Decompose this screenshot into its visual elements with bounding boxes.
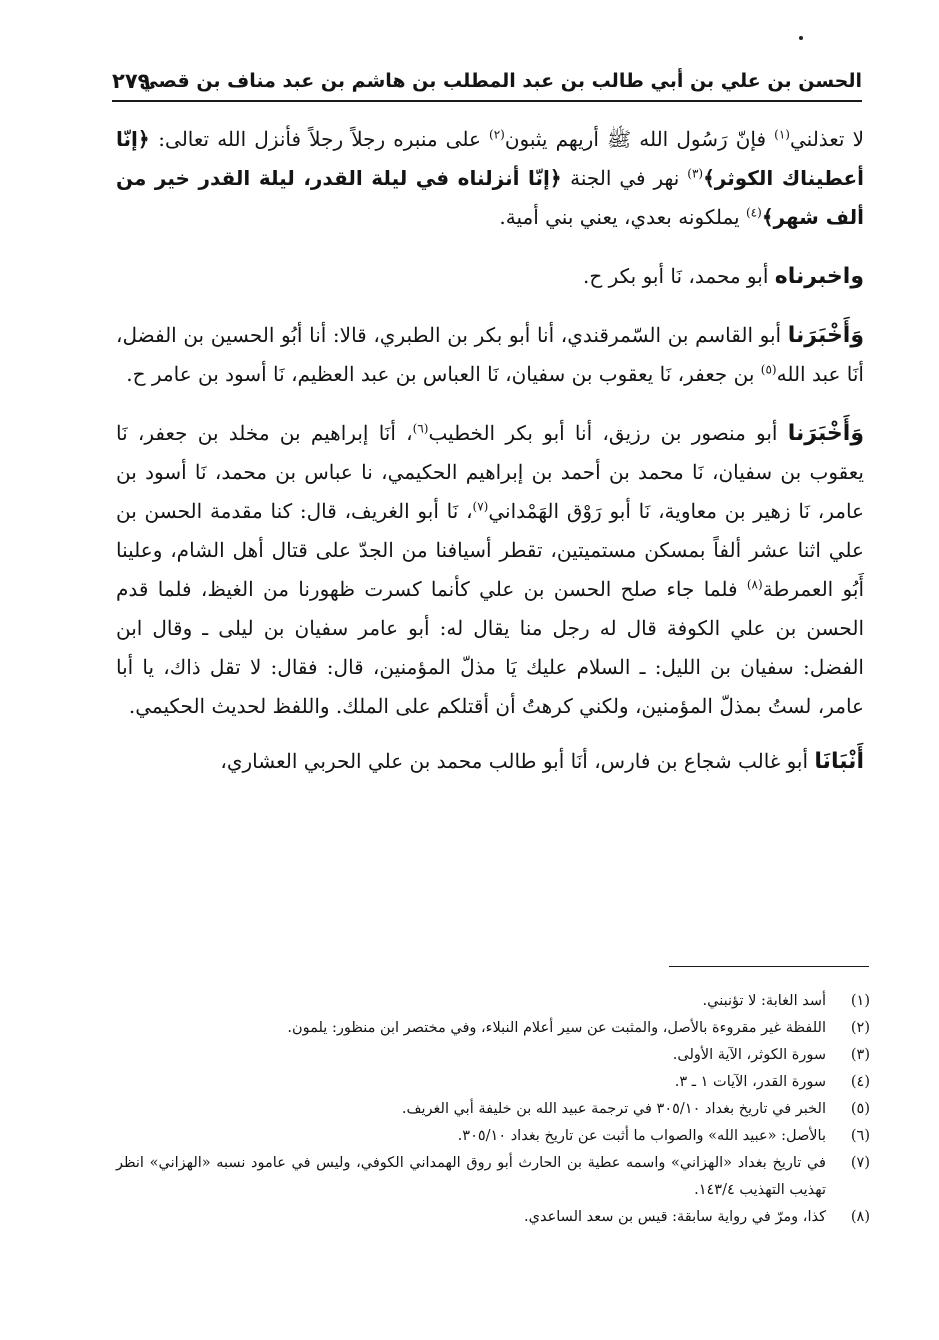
footnote-ref-7: (٧) [472, 499, 489, 514]
footnote-text: كذا، ومرّ في رواية سابقة: قيس بن سعد الساعدي. [524, 1209, 826, 1225]
footnote-number: (٥) [850, 1101, 870, 1117]
footnote-number: (٦) [850, 1128, 870, 1144]
footnote-text: في تاريخ بغداد «الهزاني» واسمه عطية بن الحارث أبو روق الهمداني الكوفي، وليس في عامود نسبه «الهزاني» انظر تهذيب التهذيب ١٤٣/٤. [116, 1155, 826, 1198]
footnote-text: سورة القدر، الآيات ١ ـ ٣. [674, 1074, 826, 1090]
footnote-item [116, 988, 870, 1015]
footnote-item [116, 1015, 870, 1042]
footnote-number: (١) [850, 993, 870, 1009]
text-run: ، أنَا إبراهيم بن مخلد بن جعفر، نَا يعقوب بن سفيان، نَا محمد بن أحمد بن إبراهيم الحكيمي، نا عباس بن محمد، نَا أسود بن عامر، نَا زهير بن معاوية، نَا أبو رَوْق الهَمْداني [116, 421, 864, 523]
footnote-number: (٢) [850, 1020, 870, 1036]
footnote-item [116, 1123, 870, 1150]
paragraph-5 [116, 742, 864, 781]
running-title: الحسن بن علي بن أبي طالب بن عبد المطلب بن هاشم بن عبد مناف بن قصي [139, 70, 862, 92]
footnote-item [116, 1096, 870, 1123]
paragraph-lead: وَأَخْبَرَنا [787, 421, 864, 446]
paragraph-lead: وَأَخْبَرَنا [787, 323, 865, 348]
text-run: أبو غالب شجاع بن فارس، أنَا أبو طالب محمد بن علي الحربي العشاري، [220, 749, 815, 773]
footnote-ref-6: (٦) [412, 421, 429, 436]
quran-verse: ﴿إنّا أنزلناه في ليلة القدر، ليلة القدر خير من ألف شهر﴾ [116, 166, 864, 229]
paragraph-lead: أَنْبَانَا [814, 749, 864, 774]
text-run: لا تعذلني [789, 127, 864, 151]
footnote-number: (٧) [850, 1155, 870, 1171]
text-run: أبو منصور بن رزيق، أنا أبو بكر الخطيب [428, 421, 788, 445]
paragraph-3 [116, 316, 864, 394]
footnote-separator [669, 966, 869, 967]
footnote-ref-1: (١) [774, 127, 790, 142]
text-run: أبو القاسم بن السّمرقندي، أنا أبو بكر بن الطبري، قالا: أنا أبُو الحسين بن الفضل، أنَا عبد الله [116, 323, 864, 386]
paragraph-2 [116, 257, 864, 296]
footnote-ref-5: (٥) [760, 362, 777, 377]
footnotes [116, 988, 870, 1231]
header-rule [112, 100, 862, 102]
text-run: يملكونه بعدي، يعني بني أمية. [499, 205, 746, 229]
text-run: على منبره رجلاً رجلاً فأنزل الله تعالى: [158, 127, 489, 151]
main-text [116, 120, 864, 801]
footnote-text: سورة الكوثر، الآية الأولى. [672, 1047, 826, 1063]
footnote-number: (٤) [850, 1074, 870, 1090]
text-run: بن جعفر، نَا يعقوب بن سفيان، نَا العباس بن عبد العظيم، نَا أسود بن عامر ح. [126, 362, 761, 386]
paragraph-lead: واخبرناه [774, 264, 864, 289]
paragraph-4 [116, 414, 864, 726]
footnote-text: الخبر في تاريخ بغداد ٣٠٥/١٠ في ترجمة عبيد الله بن خليفة أبي الغريف. [401, 1101, 826, 1117]
footnote-text: اللفظة غير مقروءة بالأصل، والمثبت عن سير أعلام النبلاء، وفي مختصر ابن منظور: يلمون. [287, 1020, 826, 1036]
text-run: نهر في الجنة [570, 166, 688, 190]
stray-mark [799, 36, 803, 40]
footnote-text: أسد الغابة: لا تؤنبني. [702, 993, 826, 1009]
footnote-ref-2: (٢) [489, 127, 505, 142]
footnote-item [116, 1069, 870, 1096]
page-number: ٢٧٩ [112, 69, 151, 93]
footnote-item [116, 1204, 870, 1231]
text-run: أبو محمد، نَا أبو بكر ح. [582, 264, 775, 288]
text-run: ، نَا أبو الغريف، قال: كنا مقدمة الحسن بن علي اثنا عشر ألفاً بمسكن مستميتين، تقطر أسيافنا من الجدّ على قتال أهل الشام، وعلينا أَبُو العمرطة [116, 499, 864, 601]
text-run: فلما جاء صلح الحسن بن علي كأنما كسرت ظهورنا من الغيظ، فلما قدم الحسن بن علي الكوفة قال له رجل منا يقال له: أبو عامر سفيان بن ليلى ـ وقال ابن الفضل: سفيان بن الليل: ـ السلام عليك يَا مذلّ المؤمنين، قال: فقال: لا تقل ذاك، يا أبا عامر، لستُ بمذلّ المؤمنين، ولكني كرهتُ أن أقتلكم على الملك. واللفظ لحديث الحكيمي. [116, 577, 864, 718]
footnote-text: بالأصل: «عبيد الله» والصواب ما أثبت عن تاريخ بغداد ٣٠٥/١٠. [457, 1128, 826, 1144]
quran-verse: ﴿إنّا أعطيناك الكوثر﴾ [116, 127, 864, 190]
paragraph-1 [116, 120, 864, 237]
footnote-ref-4: (٤) [745, 205, 762, 220]
footnote-item [116, 1042, 870, 1069]
footnote-ref-8: (٨) [746, 577, 763, 592]
footnote-number: (٣) [850, 1047, 870, 1063]
footnote-ref-3: (٣) [687, 166, 704, 181]
page-header [112, 64, 862, 100]
footnote-item [116, 1150, 870, 1204]
footnote-number: (٨) [850, 1209, 870, 1225]
text-run: فإنّ رَسُول الله ﷺ أريهم يثبون [504, 127, 775, 151]
